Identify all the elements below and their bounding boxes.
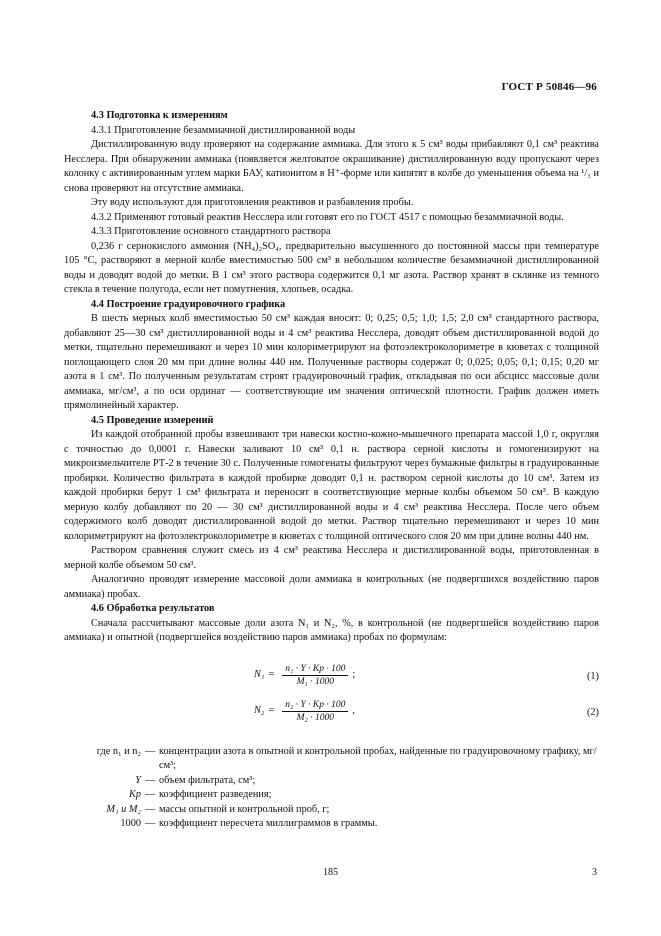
definition-term: где n₁ и n₂ — [96, 745, 141, 757]
paragraph: 4.3.1 Приготовление безаммиачной дистиллированной воды — [91, 124, 356, 136]
formula-fraction — [282, 663, 348, 688]
definition-dash: — — [145, 789, 156, 800]
definition-text: коэффициент разведения; — [159, 789, 272, 800]
formula-denominator: M₂ · 1000 — [296, 712, 334, 723]
section-4-3-heading: 4.3 Подготовка к измерениям — [91, 110, 228, 121]
definition-text: коэффициент пересчета миллиграммов в граммы. — [159, 818, 378, 829]
formula-numerator: n₂ · Y · Kр · 100 — [282, 699, 348, 712]
definition-text: массы опытной и контрольной проб, г; — [159, 803, 330, 815]
definition-row — [64, 745, 599, 774]
formulas-block — [64, 663, 599, 735]
formula-1 — [64, 663, 599, 699]
paragraph: Аналогично проводят измерение массовой доли аммиака в контрольных (не подвергшихся воздействию паров аммиака) пробах. — [64, 574, 599, 600]
definition-dash: — — [145, 774, 156, 786]
formula-equals: = — [268, 704, 275, 716]
paragraph: 4.3.2 Применяют готовый реактив Несслера или готовят его по ГОСТ 4517 с помощью безаммиачной воды. — [91, 211, 564, 223]
definition-dash: — — [145, 745, 156, 757]
formula-tail: ; — [352, 668, 356, 680]
definition-dash: — — [145, 803, 156, 815]
formula-lhs: N₂ — [254, 704, 265, 716]
formula-tail: , — [352, 704, 355, 716]
definition-row — [64, 803, 599, 818]
formula-fraction — [282, 699, 348, 724]
formula-lhs: N₁ — [254, 668, 265, 680]
definition-text: концентрации азота в опытной и контрольной пробах, найденные по градуировочному графику, мг/см³; — [159, 745, 597, 771]
formula-denominator: M₁ · 1000 — [296, 676, 334, 687]
definition-term: M₁ и M₂ — [106, 803, 141, 815]
paragraph: 0,236 г сернокислого аммония (NH₄)₂SO₄, предварительно высушенного до постоянной массы при температуре 105 °С, растворяют в мерной колбе вместимостью 500 см³ в небольшом количестве безаммиачной дистиллированной воды и доводят водой до метки. В 1 см³ этого раствора содержится 0,1 мг азота. Раствор хранят в склянке из темного стекла в течение полугода, если нет помутнения, хлопьев, осадка. — [64, 240, 599, 295]
section-4-6-heading: 4.6 Обработка результатов — [91, 603, 215, 614]
definition-row — [64, 788, 599, 803]
definition-term: Kр — [128, 789, 141, 800]
paragraph: Сначала рассчитывают массовые доли азота N₁ и N₂, %, в контрольной (не подвергшейся воздействию паров аммиака) и опытной (подвергшейся воздействию паров аммиака) пробах по формулам: — [64, 617, 599, 643]
formula-number: (1) — [586, 670, 599, 682]
paragraph: В шесть мерных колб вместимостью 50 см³ каждая вносят: 0; 0,25; 0,5; 1,0; 1,5; 2,0 см³ стандартного раствора, добавляют 25—30 см³ дистиллированной воды и 4 см³ реактива Несслера, доводят объем дистиллированной водой до метки, тщательно перемешивают и через 10 мин колориметрируют на фотоэлектроколориметре в кюветах с толщиной поглощающего слоя 20 мм при длине волны 440 нм. Полученные растворы содержат 0; 0,025; 0,05; 0,1; 0,15; 0,20 мг азота в 1 см³. По полученным результатам строят градуировочный график, откладывая по оси абсцисс массовые доли аммиака, мг/см³, а по оси ординат — соответствующие им значения оптической плотности. График должен иметь прямолинейный характер. — [64, 313, 599, 411]
page-number: 185 — [323, 867, 338, 878]
paragraph: Раствором сравнения служит смесь из 4 см³ реактива Несслера и дистиллированной воды, приготовленная в мерной колбе объемом 50 см³. — [64, 545, 599, 571]
formula-number: (2) — [586, 706, 599, 718]
definition-text: объем фильтрата, см³; — [159, 774, 256, 786]
paragraph: Дистиллированную воду проверяют на содержание аммиака. Для этого к 5 см³ воды прибавляют 0,1 см³ реактива Несслера. При обнаружении аммиака (появляется желтоватое окрашивание) дистиллированную воду пропускают через колонку с активированным углем марки БАУ, катионитом в Н⁺-форме или кипятят в колбе до уменьшения объема на ¹/₃ и снова проверяют на отсутствие аммиака. — [64, 139, 599, 194]
paragraph: 4.3.3 Приготовление основного стандартного раствора — [91, 226, 331, 237]
definition-dash: — — [145, 818, 156, 829]
document-code: ГОСТ Р 50846—96 — [501, 81, 597, 93]
formula-equals: = — [268, 668, 275, 680]
definition-row — [64, 817, 599, 832]
definition-term: Y — [135, 774, 141, 786]
document-body — [64, 109, 599, 832]
paragraph: Из каждой отобранной пробы взвешивают три навески костно-кожно-мышечного препарата массой 1,0 г, округляя с точностью до 0,0001 г. Навески заливают 10 см³ 0,1 н. раствора серной кислоты и гомогенизируют на микроизмельчителе РТ-2 в течение 30 с. Полученные гомогенаты фильтруют через бумажные фильтры в градуированные пробирки. Количество фильтрата в каждой пробирке доводят 0,1 н. раствором серной кислоты до 10 см³. Затем из каждой пробирки берут 1 см³ фильтрата и переносят в соответствующие мерные колбы объемом 50 см³. В каждую мерную колбу добавляют по 20 — 30 см³ дистиллированной воды и 4 см³ реактива Несслера. После чего объем содержимого колб доводят дистиллированной водой до метки. Раствор тщательно перемешивают и через 10 мин колориметрируют на фотоэлектроколориметре в кюветах с толщиной оптического слоя 20 мм при длине волны 440 нм. — [64, 429, 599, 542]
section-4-4-heading: 4.4 Построение градуировочного графика — [91, 298, 286, 310]
paragraph: Эту воду используют для приготовления реактивов и разбавления пробы. — [91, 197, 414, 208]
definition-row — [64, 774, 599, 789]
formula-numerator: n₁ · Y · Kр · 100 — [282, 663, 348, 676]
definition-term: 1000 — [120, 818, 141, 829]
formula-2 — [64, 699, 599, 735]
page-index: 3 — [592, 867, 597, 878]
section-4-5-heading: 4.5 Проведение измерений — [91, 414, 214, 426]
definitions-list — [64, 745, 599, 832]
